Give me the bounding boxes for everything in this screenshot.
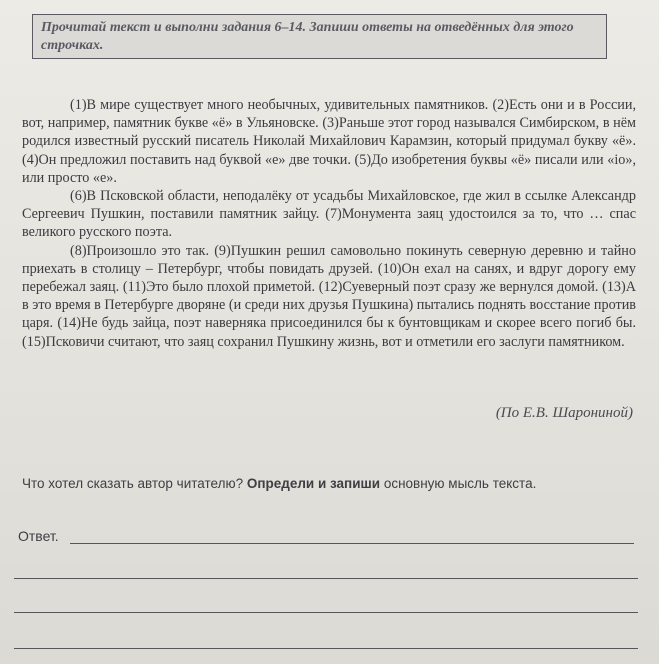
question-text (22, 473, 636, 494)
paragraph-2: (6)В Псковской области, неподалёку от усадьбы Михайловское, где жил в ссылке Александр Сергеевич Пушкин, поставили памятник зайцу. (7)Монумента заяц удостоился за то, что … спас великого русского поэта. (22, 188, 636, 241)
answer-line-1[interactable] (70, 543, 634, 544)
paragraph-1: (1)В мире существует много необычных, удивительных памятников. (2)Есть они и в России, вот, например, памятник букве «ё» в Ульяновске. (3)Раньше этот город назывался Симбирском, в нём родился известный русский писатель Николай Михайлович Карамзин, который придумал букву «ё». (4)Он предложил поставить над буквой «е» две точки. (5)До изобретения буквы «ё» писали или «io», или просто «е». (22, 97, 636, 186)
paragraph-3: (8)Произошло это так. (9)Пушкин решил самовольно покинуть северную деревню и тайно приехать в столицу – Петербург, чтобы повидать друзей. (10)Он ехал на санях, и вдруг дорогу ему перебежал заяц. (11)Это было плохой приметой. (12)Суеверный поэт сразу же вернулся домой. (13)А в это время в Петербурге дворяне (и среди них друзья Пушкина) пытались поднять восстание против царя. (14)Не будь зайца, поэт наверняка присоединился бы к бунтовщикам и скорее всего погиб бы. (15)Псковичи считают, что заяц сохранил Пушкину жизнь, вот и отметили его заслуги памятником. (22, 242, 636, 350)
answer-label: Ответ. (18, 528, 59, 544)
question-part-3: основную мысль текста. (380, 476, 537, 491)
question-part-2: Определи и запиши (246, 476, 381, 491)
question-part-1: Что хотел сказать автор читателю? (22, 476, 247, 491)
answer-row (18, 528, 638, 548)
text-author: (По Е.В. Шарониной) (495, 405, 633, 421)
answer-line-3[interactable] (14, 612, 638, 613)
reading-text (22, 96, 636, 351)
task-instruction-box (32, 14, 607, 59)
task-instruction: Прочитай текст и выполни задания 6–14. Запиши ответы на отведённых для этого строчках. (41, 20, 574, 53)
answer-line-4[interactable] (14, 648, 638, 649)
answer-line-2[interactable] (14, 578, 638, 579)
